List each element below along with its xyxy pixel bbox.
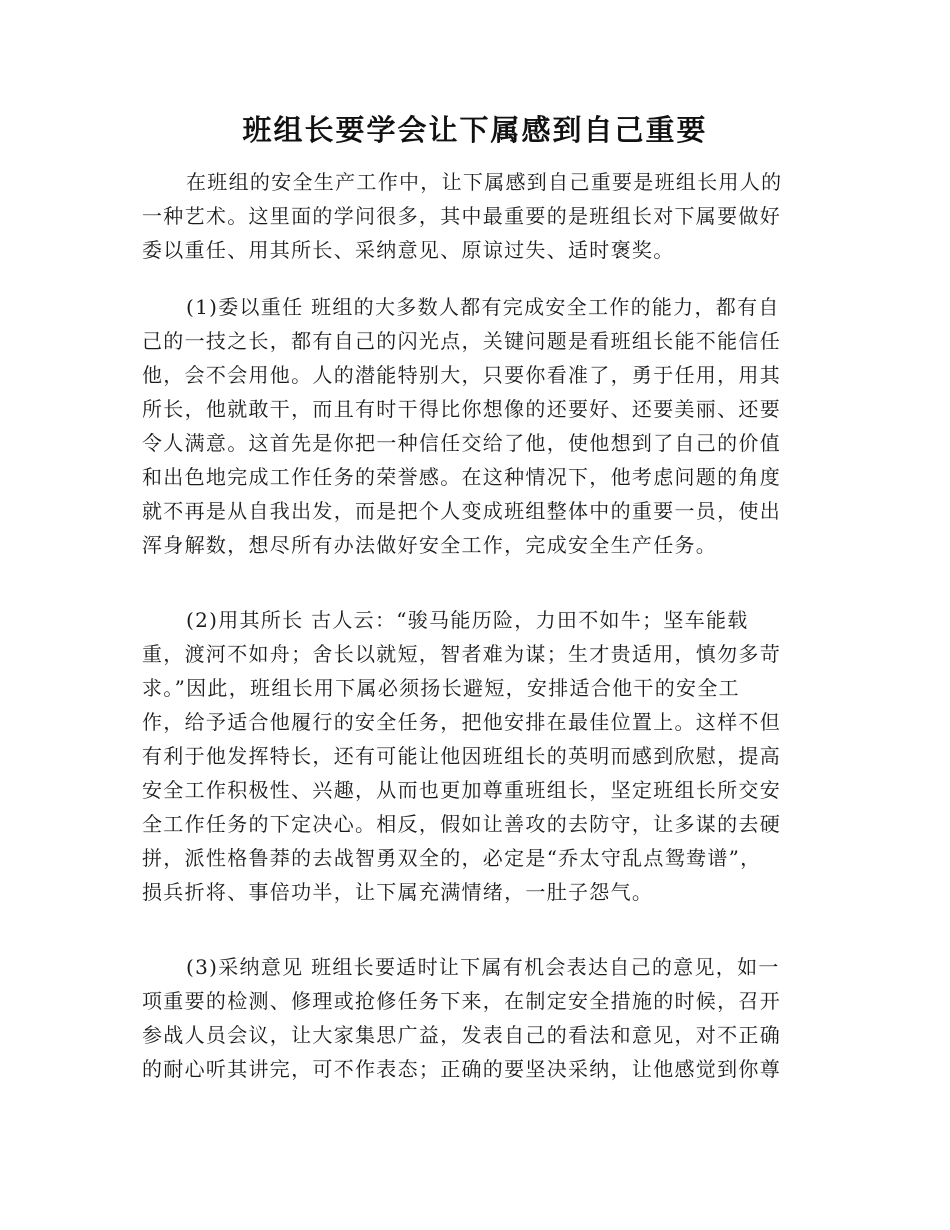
paragraph-line: 和出色地完成工作任务的荣誉感。在这种情况下，他考虑问题的角度 [142, 465, 781, 489]
paragraph-line: 就不再是从自我出发，而是把个人变成班组整体中的重要一员，使出 [142, 499, 781, 523]
paragraph-opinions [142, 950, 802, 1086]
paragraph-strengths [142, 603, 802, 909]
paragraph-line: 委以重任、用其所长、采纳意见、原谅过失、适时褒奖。 [142, 238, 675, 262]
paragraph-line: 参战人员会议，让大家集思广益，发表自己的看法和意见，对不正确 [142, 1023, 781, 1047]
paragraph-line: (1)委以重任 班组的大多数人都有完成安全工作的能力，都有自 [186, 295, 780, 319]
paragraph-line: 安全工作积极性、兴趣，从而也更加尊重班组长，坚定班组长所交安 [142, 778, 781, 802]
paragraph-line: (2)用其所长 古人云：“骏马能历险，力田不如牛；坚车能载 [186, 608, 749, 632]
paragraph-line: 损兵折将、事倍功半，让下属充满情绪，一肚子怨气。 [142, 880, 654, 904]
paragraph-line: 在班组的安全生产工作中，让下属感到自己重要是班组长用人的 [186, 170, 783, 194]
paragraph-line: (3)采纳意见 班组长要适时让下属有机会表达自己的意见，如一 [186, 955, 780, 979]
paragraph-line: 令人满意。这首先是你把一种信任交给了他，使他想到了自己的价值 [142, 431, 781, 455]
paragraph-line: 浑身解数，想尽所有办法做好安全工作，完成安全生产任务。 [142, 533, 718, 557]
paragraph-line: 他，会不会用他。人的潜能特别大，只要你看准了，勇于任用，用其 [142, 363, 781, 387]
paragraph-line: 项重要的检测、修理或抢修任务下来，在制定安全措施的时候，召开 [142, 989, 781, 1013]
paragraph-line: 己的一技之长，都有自己的闪光点，关键问题是看班组长能不能信任 [142, 329, 781, 353]
paragraph-line: 重，渡河不如舟；舍长以就短，智者难为谋；生才贵适用，慎勿多苛 [142, 642, 781, 666]
paragraph-line: 作，给予适合他履行的安全任务，把他安排在最佳位置上。这样不但 [142, 710, 781, 734]
paragraph-line: 的耐心听其讲完，可不作表态；正确的要坚决采纳，让他感觉到你尊 [142, 1057, 781, 1081]
paragraph-line: 求。”因此，班组长用下属必须扬长避短，安排适合他干的安全工 [142, 676, 740, 700]
paragraph-line: 一种艺术。这里面的学问很多，其中最重要的是班组长对下属要做好 [142, 204, 781, 228]
paragraph-intro [142, 165, 802, 267]
paragraph-line: 拼，派性格鲁莽的去战智勇双全的，必定是“乔太守乱点鸳鸯谱”， [142, 846, 762, 870]
document-title: 班组长要学会让下属感到自己重要 [242, 113, 708, 147]
paragraph-line: 有利于他发挥特长，还有可能让他因班组长的英明而感到欣慰，提高 [142, 744, 781, 768]
paragraph-delegate [142, 290, 802, 562]
paragraph-line: 全工作任务的下定决心。相反，假如让善攻的去防守，让多谋的去硬 [142, 812, 781, 836]
paragraph-line: 所长，他就敢干，而且有时干得比你想像的还要好、还要美丽、还要 [142, 397, 781, 421]
